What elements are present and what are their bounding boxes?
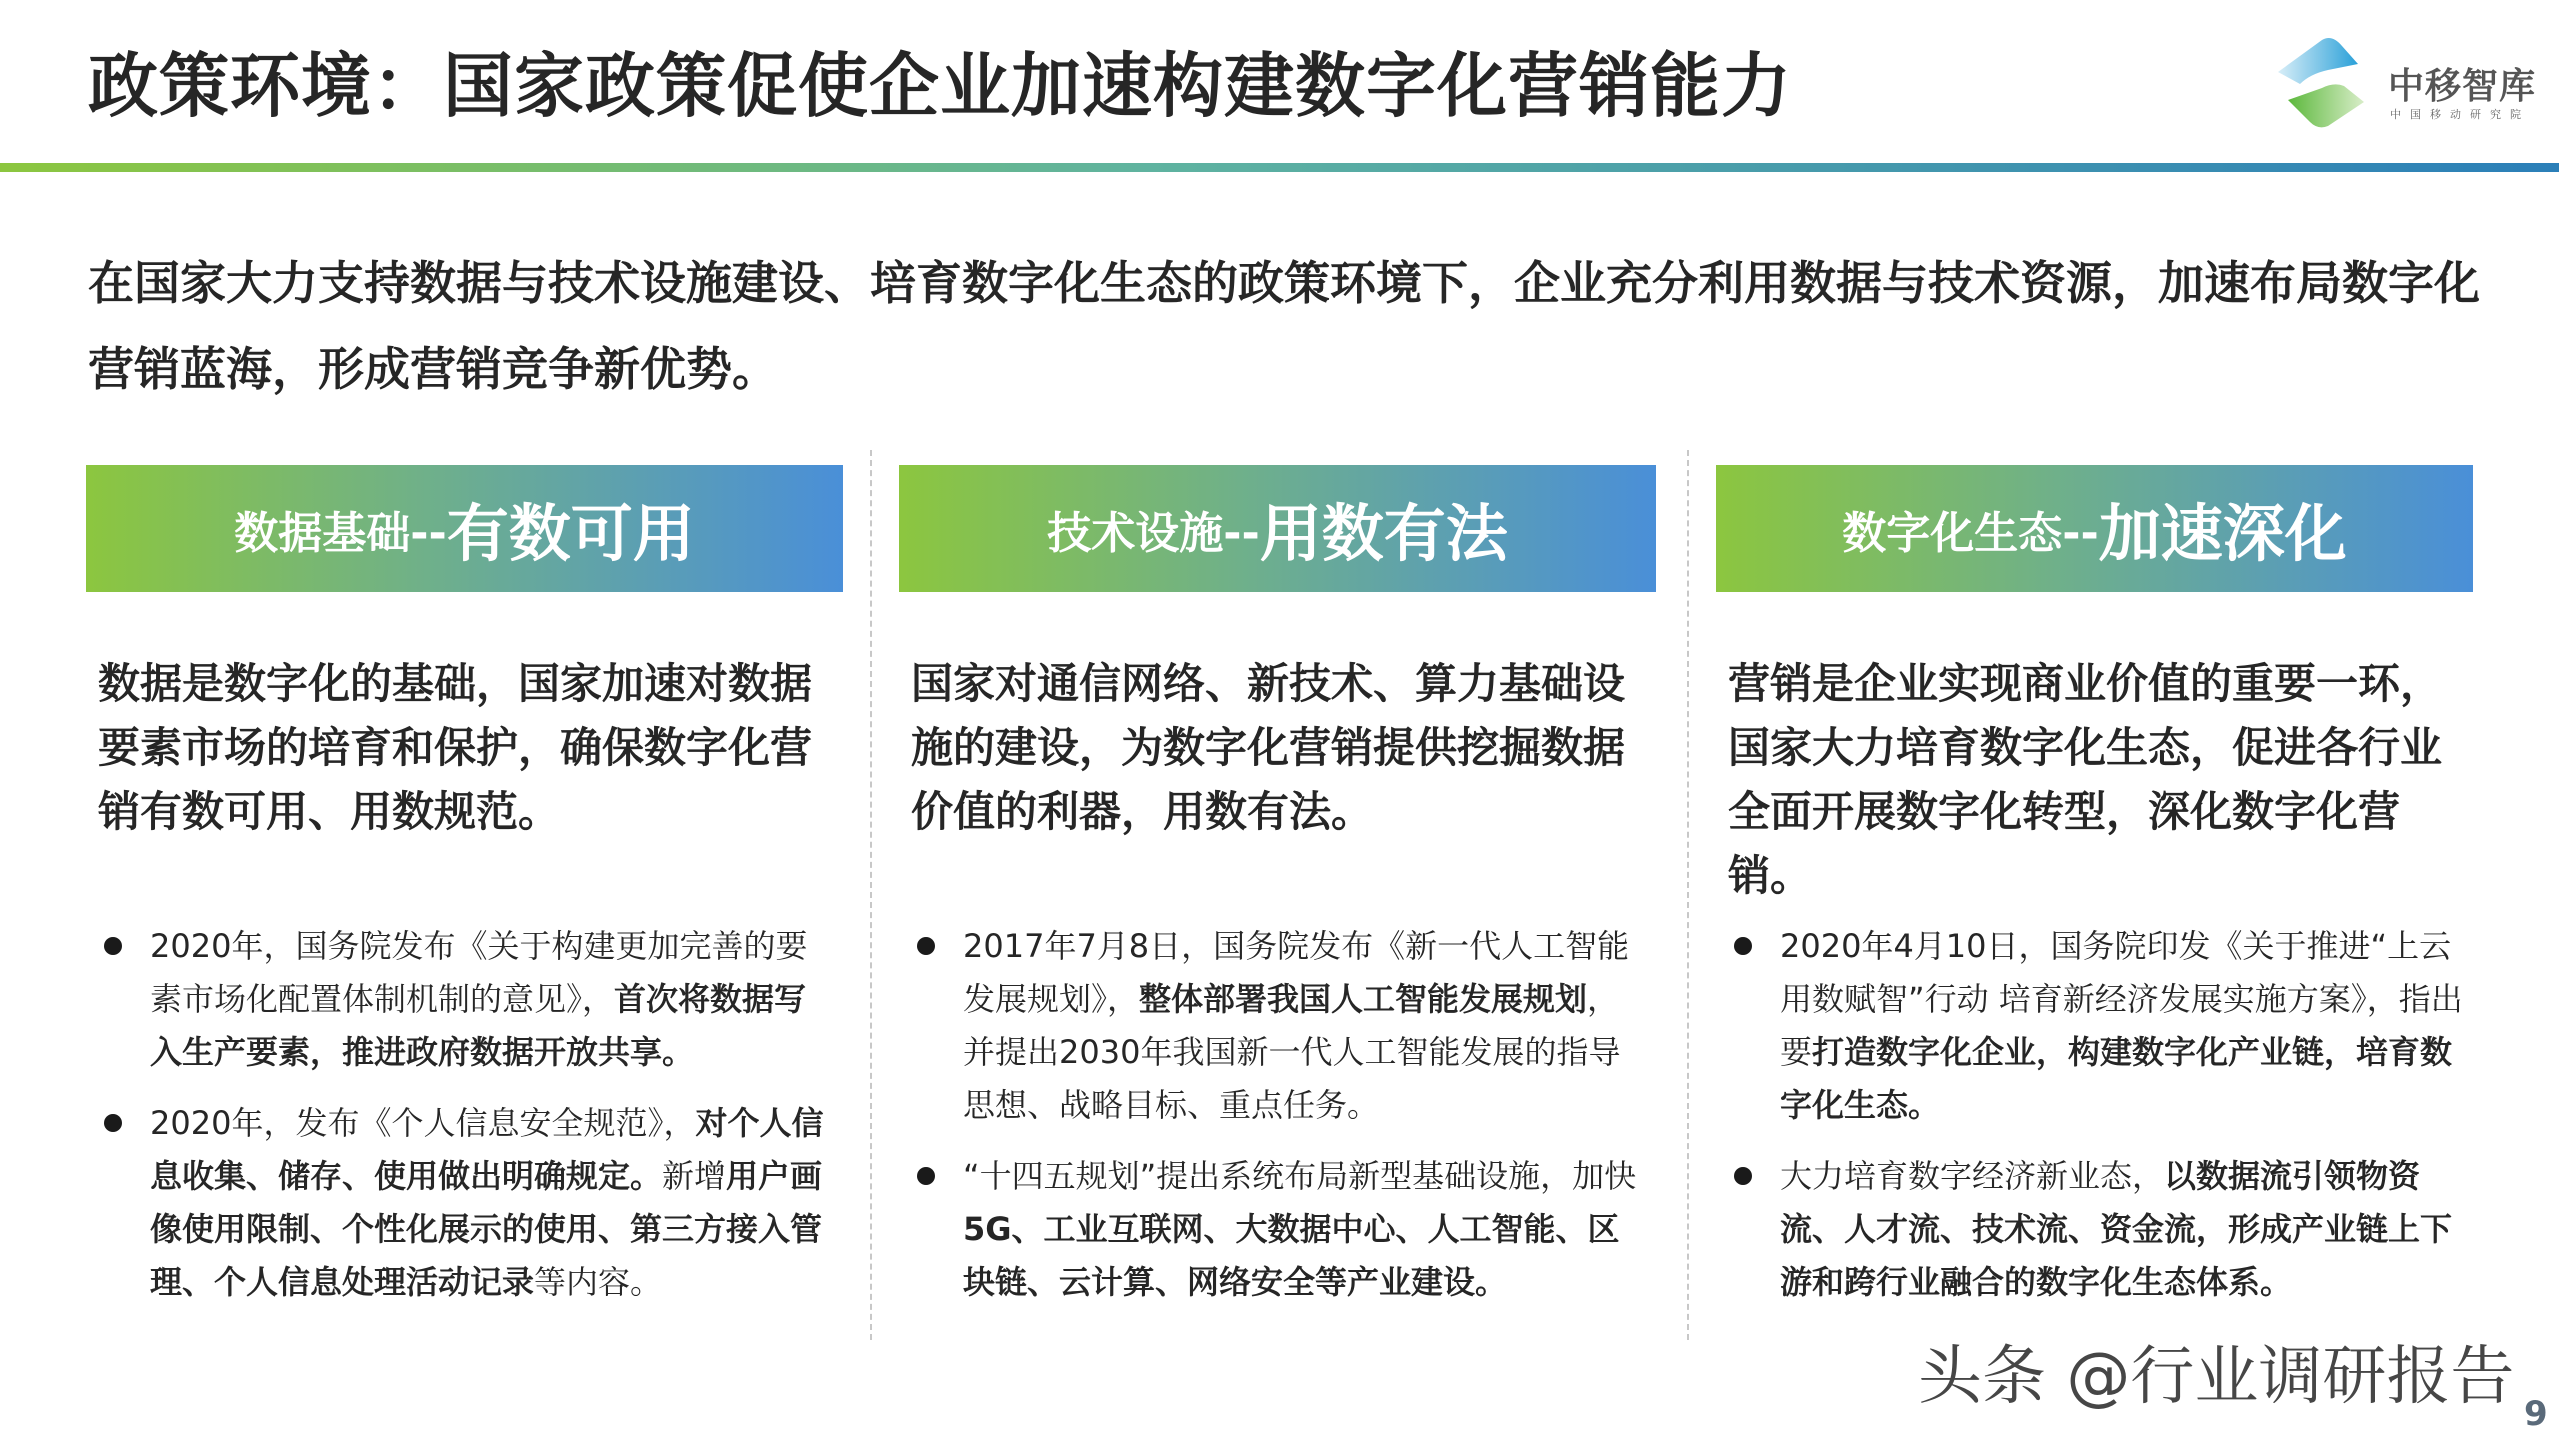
column-data-foundation xyxy=(86,465,843,1301)
bullet-list xyxy=(913,920,1648,1327)
header-highlight: 加速深化 xyxy=(2098,497,2347,570)
text: 2017年7月8日，国务院发布《新一代人工智能发展规划》， xyxy=(963,927,1630,1018)
logo-subtitle: 中国移动研究院 xyxy=(2390,108,2530,121)
column-divider xyxy=(870,450,872,1340)
column-digital-ecosystem xyxy=(1716,465,2473,1301)
column-divider xyxy=(1687,450,1689,1340)
header-highlight: 用数有法 xyxy=(1259,497,1508,570)
text: 大力培育数字经济新业态， xyxy=(1780,1157,2165,1195)
header-prefix: 数据基础-- xyxy=(234,507,447,559)
bold-text: 对个人信息收集、储存、使用做出明确规定。 xyxy=(150,1104,824,1195)
bold-text: 以数据流引领物资流、人才流、技术流、资金流，形成产业链上下游和跨行业融合的数字化生态体系。 xyxy=(1780,1157,2453,1301)
bullet-icon xyxy=(104,937,122,955)
bullet-list xyxy=(1730,920,2465,1327)
text: 2020年4月10日，国务院印发《关于推进“上云用数赋智”行动 培育新经济发展实施方案》，指出要 xyxy=(1780,927,2463,1071)
header-highlight: 有数可用 xyxy=(446,497,695,570)
column-header xyxy=(1716,465,2473,592)
bullet-icon xyxy=(917,1167,935,1185)
bullet-icon xyxy=(1734,1167,1752,1185)
text: 等内容。 xyxy=(534,1263,663,1301)
column-tech-infrastructure xyxy=(899,465,1656,1301)
bold-text: 整体部署我国人工智能发展规划 xyxy=(1139,980,1588,1018)
column-header xyxy=(899,465,1656,592)
bold-text: 首次将数据写入生产要素，推进政府数据开放共享。 xyxy=(150,980,807,1071)
page-number: 9 xyxy=(2524,1394,2548,1434)
bullet-icon xyxy=(1734,937,1752,955)
watermark: 头条 @行业调研报告 xyxy=(1918,1340,2515,1414)
list-item xyxy=(100,1097,835,1309)
list-item xyxy=(1730,920,2465,1132)
column-summary: 数据是数字化的基础，国家加速对数据要素市场的培育和保护，确保数字化营销有数可用、用数规范。 xyxy=(98,659,813,836)
bullet-list xyxy=(100,920,835,1327)
page-title: 政策环境：国家政策促使企业加速构建数字化营销能力 xyxy=(88,45,1792,127)
text: “十四五规划”提出系统布局新型基础设施，加快 xyxy=(963,1157,1637,1195)
bullet-icon xyxy=(917,937,935,955)
list-item xyxy=(913,920,1648,1132)
bold-text: 5G、工业互联网、大数据中心、人工智能、区块链、云计算、网络安全等产业建设。 xyxy=(963,1210,1620,1301)
logo xyxy=(2270,30,2540,140)
intro-text: 在国家大力支持数据与技术设施建设、培育数字化生态的政策环境下，企业充分利用数据与技术资源，加速布局数字化营销蓝海，形成营销竞争新优势。 xyxy=(88,256,2480,396)
list-item xyxy=(100,920,835,1079)
column-summary: 营销是企业实现商业价值的重要一环，国家大力培育数字化生态，促进各行业全面开展数字化转型，深化数字化营销。 xyxy=(1728,659,2443,900)
bold-text: 打造数字化企业，构建数字化产业链，培育数字化生态。 xyxy=(1780,1033,2453,1124)
text: 新增 xyxy=(662,1157,727,1195)
list-item xyxy=(913,1150,1648,1309)
bold-text: 用户画像使用限制、个性化展示的使用、第三方接入管理、个人信息处理活动记录 xyxy=(150,1157,823,1301)
text: ，并提出2030年我国新一代人工智能发展的指导思想、战略目标、重点任务。 xyxy=(963,980,1621,1124)
header-divider xyxy=(0,163,2559,172)
logo-name: 中移智库 xyxy=(2388,66,2537,107)
list-item xyxy=(1730,1150,2465,1309)
bullet-icon xyxy=(104,1114,122,1132)
column-summary: 国家对通信网络、新技术、算力基础设施的建设，为数字化营销提供挖掘数据价值的利器，用数有法。 xyxy=(911,659,1626,836)
header-prefix: 数字化生态-- xyxy=(1842,507,2099,559)
column-header xyxy=(86,465,843,592)
text: 2020年，国务院发布《关于构建更加完善的要素市场化配置体制机制的意见》， xyxy=(150,927,808,1018)
text: 2020年，发布《个人信息安全规范》， xyxy=(150,1104,696,1142)
header-prefix: 技术设施-- xyxy=(1047,507,1260,559)
logo-icon xyxy=(2270,30,2370,130)
